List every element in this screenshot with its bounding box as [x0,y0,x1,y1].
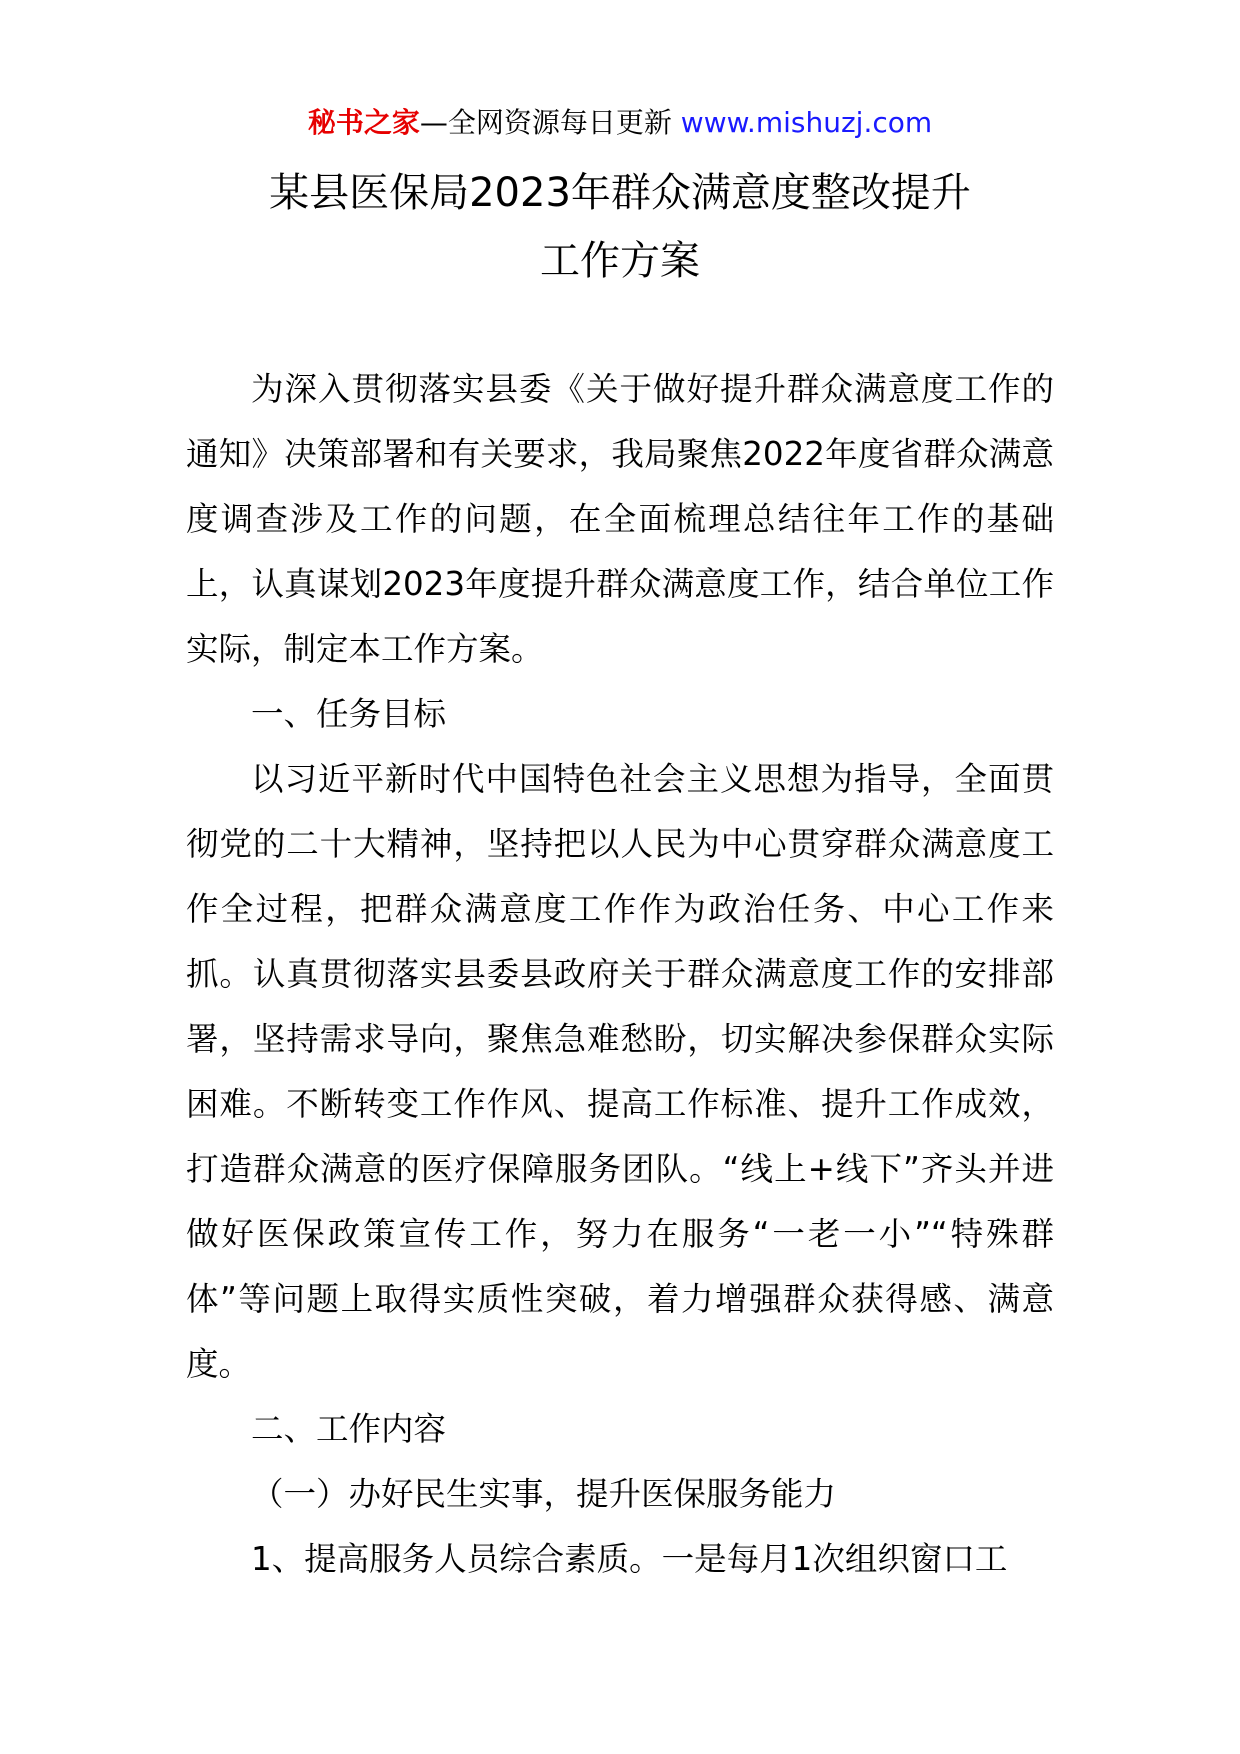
subsection-heading-1: （一）办好民生实事，提升医保服务能力 [251,1475,837,1513]
document-body [186,357,1054,1592]
site-tagline: —全网资源每日更新 [419,106,672,139]
document-title-line-1: 某县医保局2023年群众满意度整改提升 [269,170,971,216]
site-brand: 秘书之家 [307,106,420,139]
intro-paragraph: 为深入贯彻落实县委《关于做好提升群众满意度工作的通知》决策部署和有关要求，我局聚焦2022年度省群众满意度调查涉及工作的问题，在全面梳理总结往年工作的基础上，认真谋划2023年度提升群众满意度工作，结合单位工作实际，制定本工作方案。 [186,370,1054,668]
document-title-line-2: 工作方案 [540,238,700,284]
section-heading-work-content: 二、工作内容 [251,1410,447,1448]
item-paragraph-1: 1、提高服务人员综合素质。一是每月1次组织窗口工 [251,1540,1008,1578]
site-header [0,103,1240,143]
section-heading-task-goal: 一、任务目标 [251,695,447,733]
task-goal-paragraph: 以习近平新时代中国特色社会主义思想为指导，全面贯彻党的二十大精神，坚持把以人民为中心贯穿群众满意度工作全过程，把群众满意度工作作为政治任务、中心工作来抓。认真贯彻落实县委县政府关于群众满意度工作的安排部署，坚持需求导向，聚焦急难愁盼，切实解决参保群众实际困难。不断转变工作作风、提高工作标准、提升工作成效，打造群众满意的医疗保障服务团队。“线上+线下”齐头并进做好医保政策宣传工作，努力在服务“一老一小”“特殊群体”等问题上取得实质性突破，着力增强群众获得感、满意度。 [186,760,1054,1383]
site-url-link[interactable]: www.mishuzj.com [680,106,933,139]
